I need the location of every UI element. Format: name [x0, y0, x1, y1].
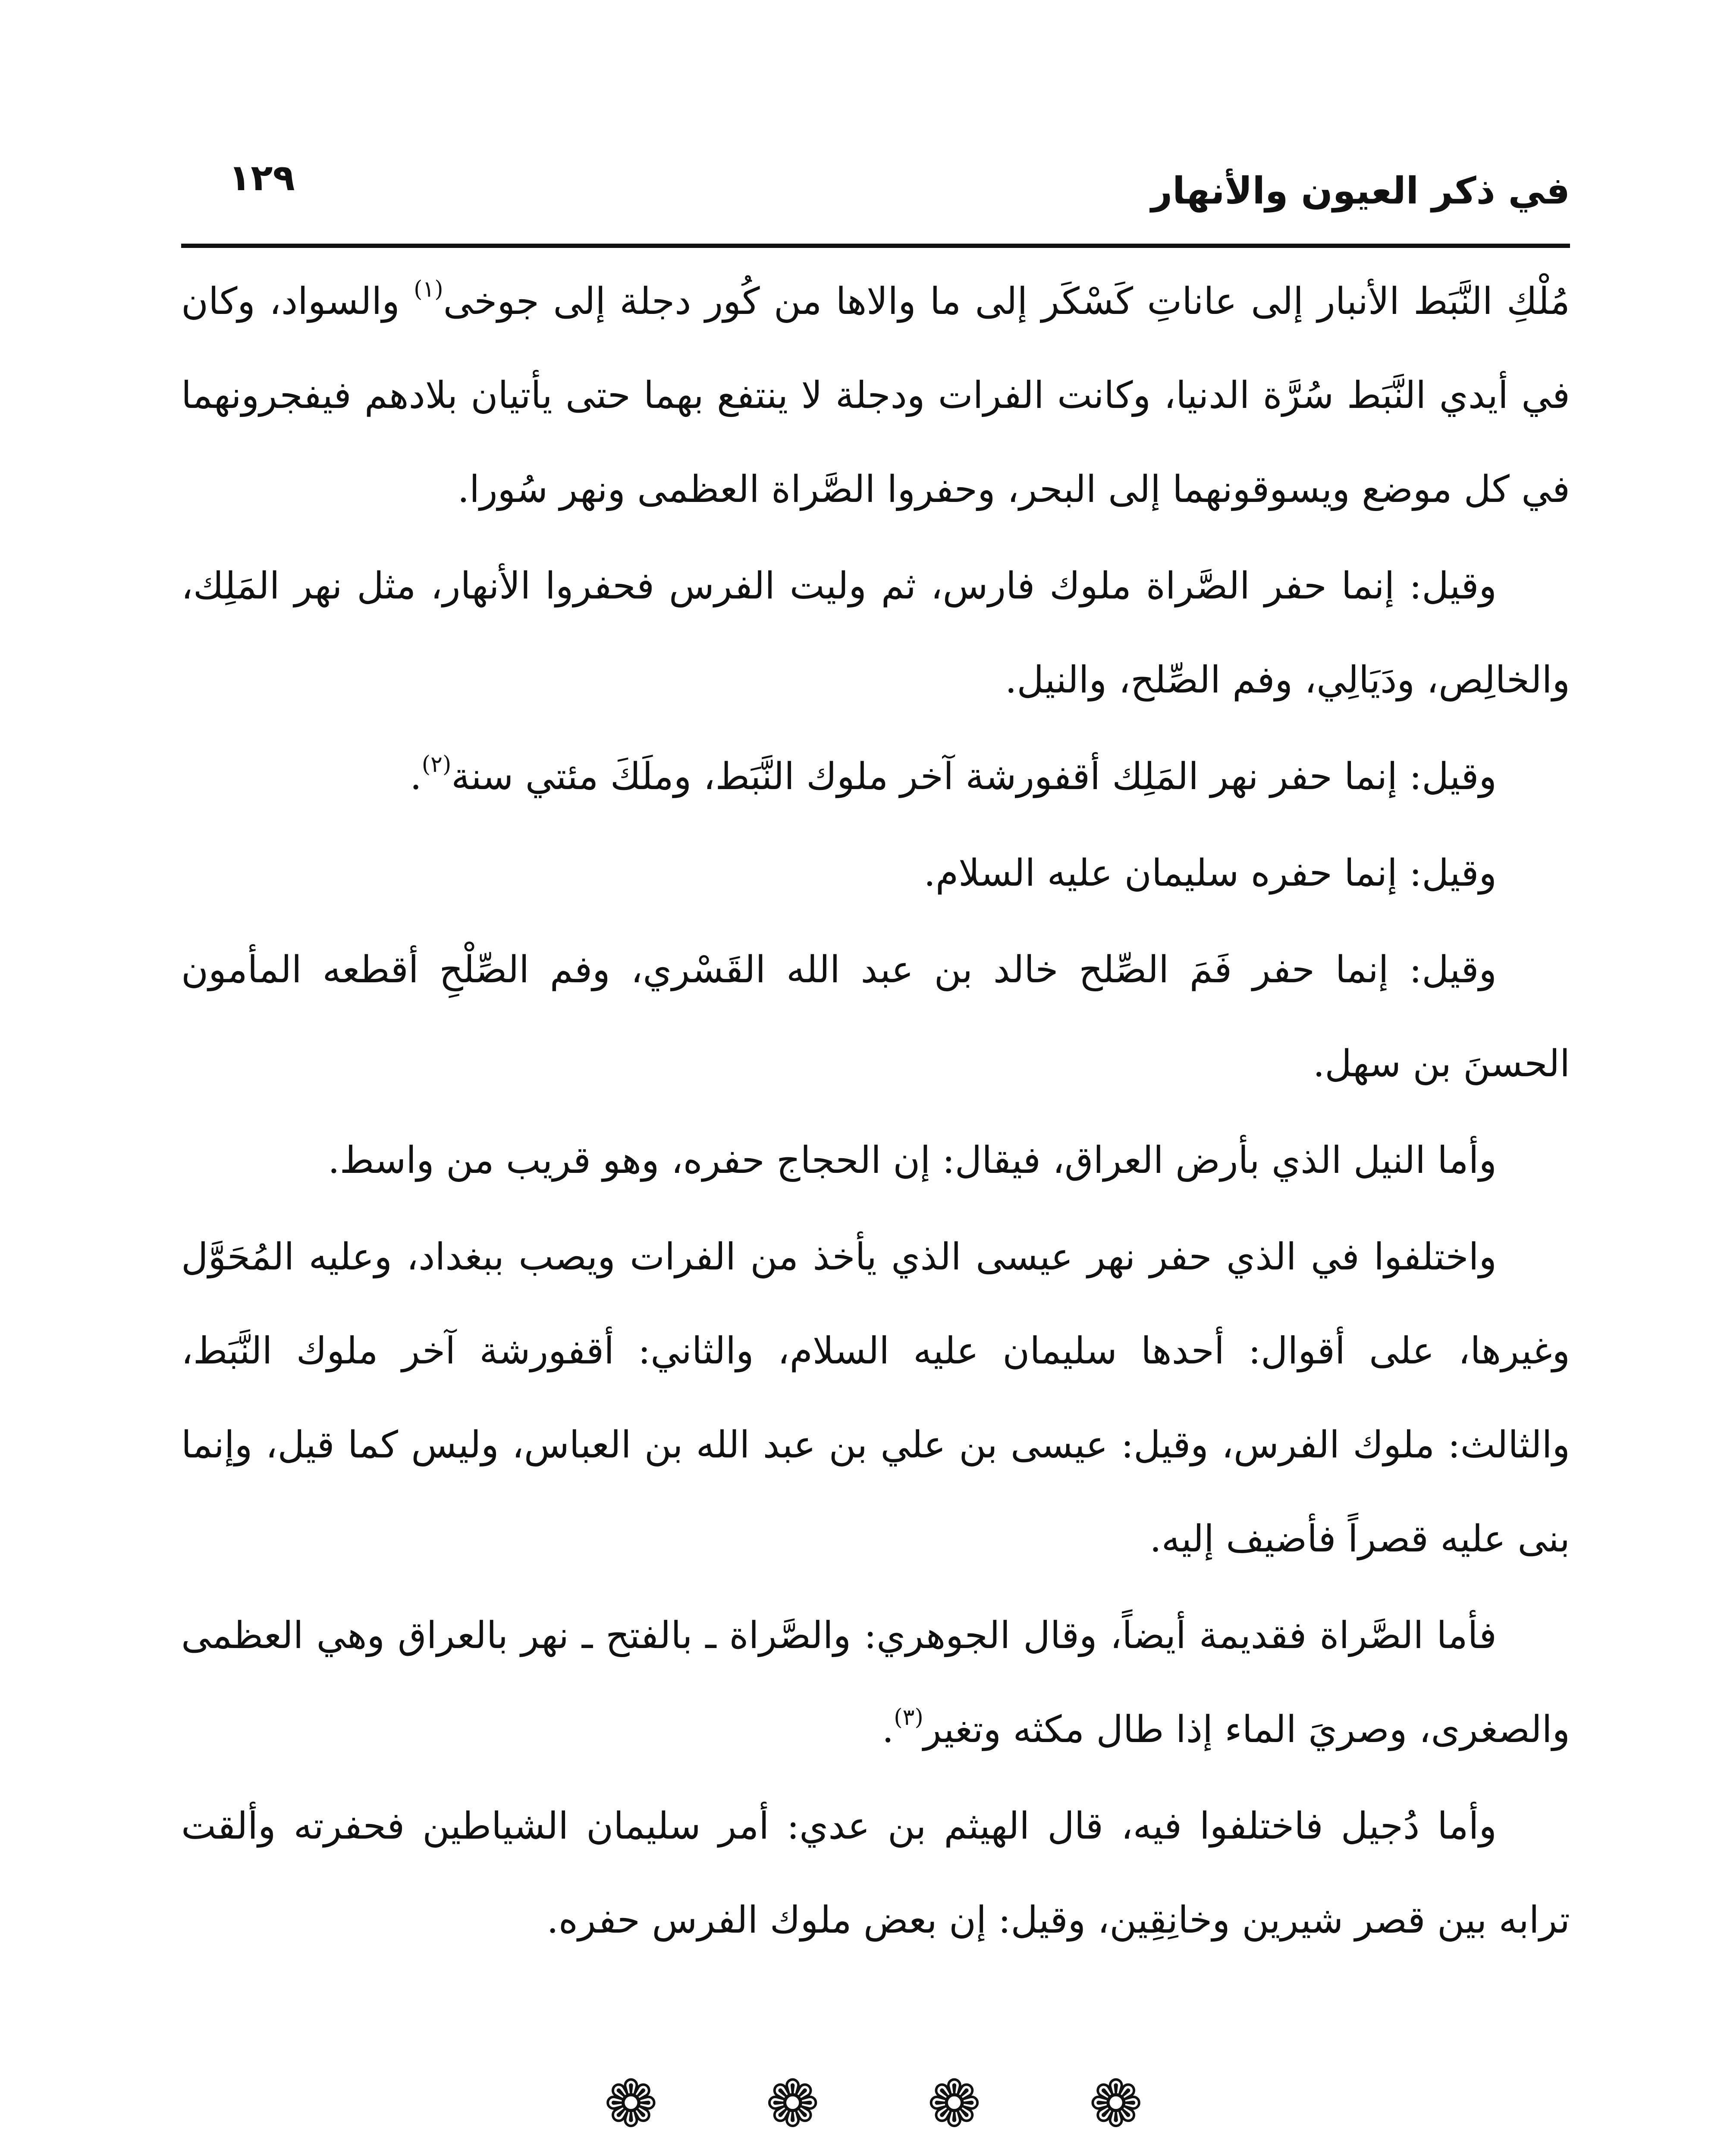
- paragraph: وقيل: إنما حفره سليمان عليه السلام.: [923, 852, 1497, 895]
- footnote-marker: (٢): [421, 752, 452, 777]
- paragraph: وقيل: إنما حفر نهر المَلِك أقفورشة آخر ملوك النَّبَط، وملَكَ مئتي سنة$^{(٢)}$.: [410, 752, 1497, 798]
- paragraph: وقيل: إنما حفر فَمَ الصِّلح خالد بن عبد الله القَسْري، وفم الصِّلْحِ أقطعه المأمون الحسنَ بن سهل.: [181, 948, 1570, 1085]
- paragraph: وأما النيل الذي بأرض العراق، فيقال: إن الحجاج حفره، وهو قريب من واسط.: [328, 1139, 1497, 1182]
- page-header: [181, 142, 1570, 241]
- running-title: في ذكر العيون والأنهار: [1151, 169, 1570, 213]
- paragraph: مُلْكِ النَّبَط الأنبار إلى عاناتِ كَسْكَر إلى ما والاها من كُور دجلة إلى جوخى$^{(١)}$ والسواد، وكان في أيدي النَّبَط سُرَّة الدنيا، وكانت الفرات ودجلة لا ينتفع بهما حتى يأتيان بلادهم فيفجرونهما في كل موضع ويسوقونهما إلى البحر، وحفروا الصَّراة العظمى ونهر سُورا.: [181, 276, 1570, 511]
- section-ornaments: [604, 2065, 1143, 2143]
- flower-ornament-icon: ❁: [927, 2067, 982, 2142]
- body-text: [181, 254, 1570, 1970]
- page-number: ١٢٩: [229, 157, 295, 199]
- paragraph: وقيل: إنما حفر الصَّراة ملوك فارس، ثم وليت الفرس فحفروا الأنهار، مثل نهر المَلِك، والخالِص، ودَيَالِي، وفم الصِّلح، والنيل.: [181, 564, 1570, 702]
- header-rule: [181, 244, 1570, 248]
- flower-ornament-icon: ❁: [604, 2067, 658, 2142]
- flower-ornament-icon: ❁: [1089, 2067, 1143, 2142]
- paragraph: فأما الصَّراة فقديمة أيضاً، وقال الجوهري: والصَّراة ـ بالفتح ـ نهر بالعراق وهي العظمى والصغرى، وصريَ الماء إذا طال مكثه وتغير$^{(٣)}$.: [181, 1614, 1570, 1751]
- footnote-marker: (١): [414, 276, 443, 302]
- paragraph: وأما دُجيل فاختلفوا فيه، قال الهيثم بن عدي: أمر سليمان الشياطين فحفرته وألقت ترابه بين قصر شيرين وخانِقِين، وقيل: إن بعض ملوك الفرس حفره.: [181, 1805, 1570, 1942]
- flower-ornament-icon: ❁: [765, 2067, 820, 2142]
- paragraph: واختلفوا في الذي حفر نهر عيسى الذي يأخذ من الفرات ويصب ببغداد، وعليه المُحَوَّل وغيرها، على أقوال: أحدها سليمان عليه السلام، والثاني: أقفورشة آخر ملوك النَّبَط، والثالث: ملوك الفرس، وقيل: عيسى بن علي بن عبد الله بن العباس، وليس كما قيل، وإنما بنى عليه قصراً فأضيف إليه.: [181, 1235, 1570, 1561]
- footnote-marker: (٣): [894, 1705, 923, 1730]
